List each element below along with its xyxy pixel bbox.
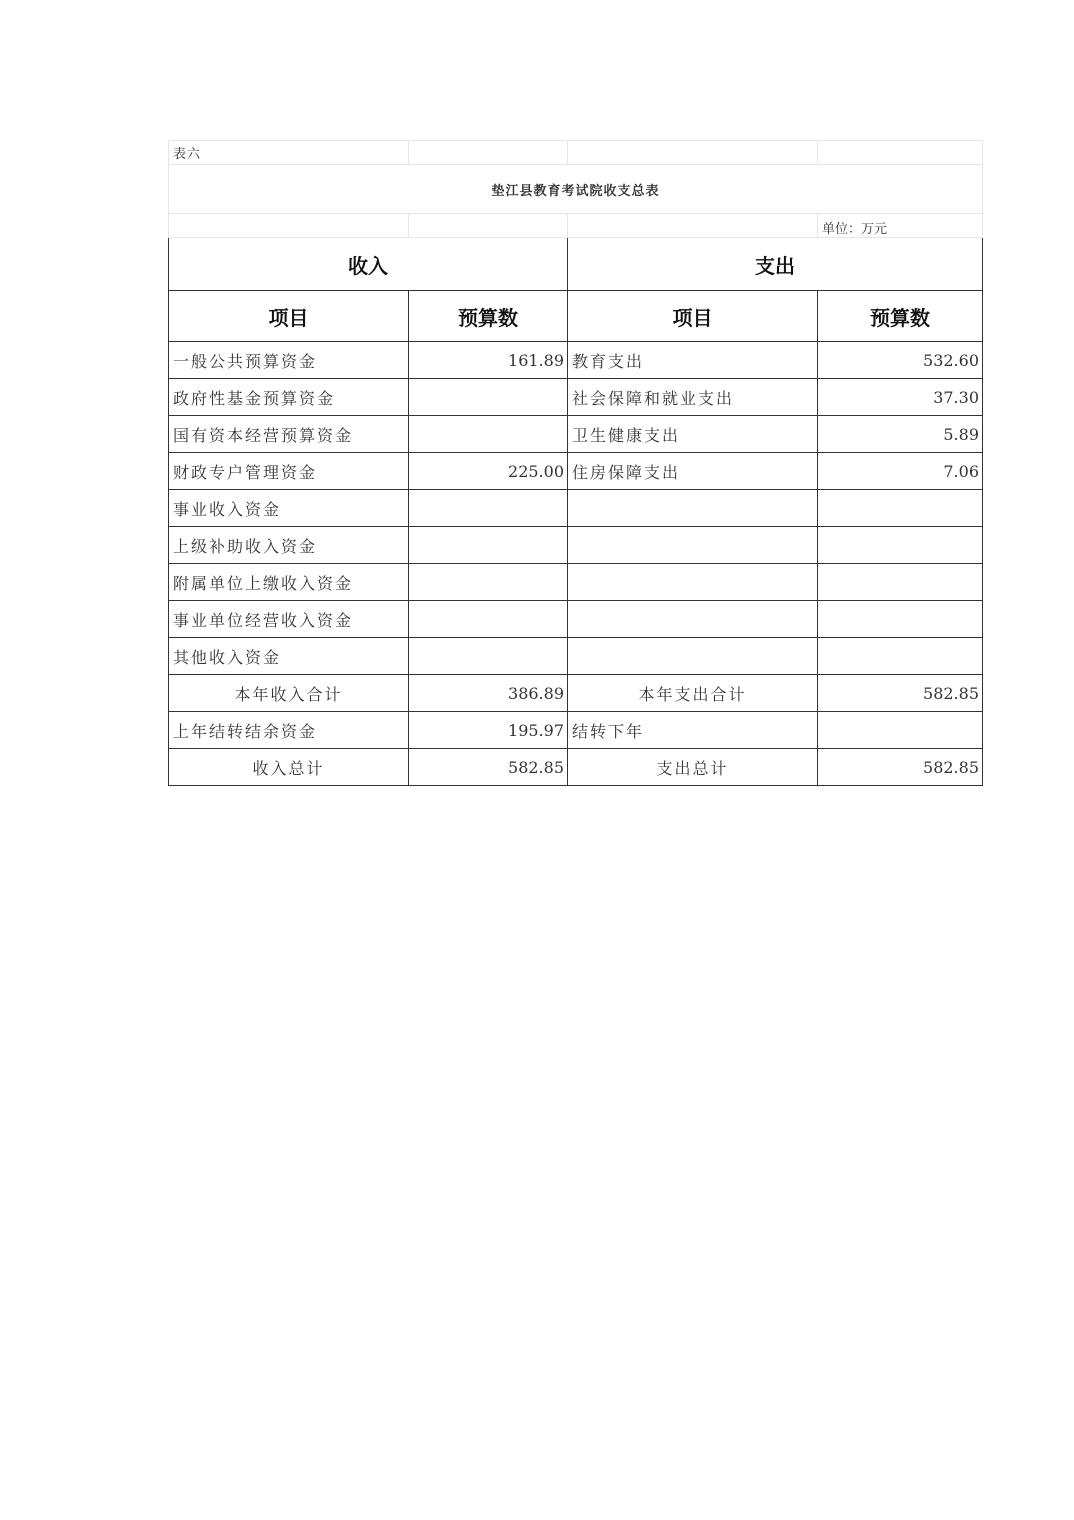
income-item: 事业收入资金 <box>169 490 409 527</box>
expense-value <box>818 601 983 638</box>
income-subtotal-value: 386.89 <box>409 675 568 712</box>
income-total-value: 582.85 <box>409 749 568 786</box>
expense-value <box>818 564 983 601</box>
expense-subtotal-label: 本年支出合计 <box>568 675 818 712</box>
income-total-label: 收入总计 <box>169 749 409 786</box>
total-row <box>169 749 983 786</box>
title-row <box>169 165 983 214</box>
income-item: 国有资本经营预算资金 <box>169 416 409 453</box>
unit-row <box>169 214 983 238</box>
expense-item <box>568 601 818 638</box>
expense-item-header: 项目 <box>568 291 818 342</box>
expense-item: 住房保障支出 <box>568 453 818 490</box>
table-row <box>169 638 983 675</box>
section-header-row <box>169 238 983 291</box>
expense-budget-header: 预算数 <box>818 291 983 342</box>
table-row <box>169 490 983 527</box>
income-item: 政府性基金预算资金 <box>169 379 409 416</box>
expense-value: 532.60 <box>818 342 983 379</box>
expense-value: 37.30 <box>818 379 983 416</box>
income-item: 其他收入资金 <box>169 638 409 675</box>
expense-value <box>818 490 983 527</box>
income-value <box>409 527 568 564</box>
income-value: 225.00 <box>409 453 568 490</box>
table-label: 表六 <box>169 141 409 165</box>
table-row <box>169 416 983 453</box>
expense-item: 社会保障和就业支出 <box>568 379 818 416</box>
column-header-row <box>169 291 983 342</box>
income-value <box>409 490 568 527</box>
carryover-row <box>169 712 983 749</box>
subtotal-row <box>169 675 983 712</box>
table-row <box>169 453 983 490</box>
table-row <box>169 601 983 638</box>
income-value <box>409 379 568 416</box>
income-value <box>409 564 568 601</box>
expense-item <box>568 564 818 601</box>
income-item: 事业单位经营收入资金 <box>169 601 409 638</box>
income-item: 财政专户管理资金 <box>169 453 409 490</box>
expense-value <box>818 638 983 675</box>
expense-item: 教育支出 <box>568 342 818 379</box>
table-label-row <box>169 141 983 165</box>
expense-value <box>818 527 983 564</box>
expense-carryover-label: 结转下年 <box>568 712 818 749</box>
unit-label: 单位：万元 <box>818 214 983 238</box>
income-item: 一般公共预算资金 <box>169 342 409 379</box>
income-value <box>409 601 568 638</box>
expense-item <box>568 490 818 527</box>
table-row <box>169 379 983 416</box>
table-row <box>169 342 983 379</box>
page-title: 垫江县教育考试院收支总表 <box>169 165 983 214</box>
expense-item <box>568 638 818 675</box>
income-section-header: 收入 <box>169 238 568 291</box>
expense-item: 卫生健康支出 <box>568 416 818 453</box>
expense-total-value: 582.85 <box>818 749 983 786</box>
expense-carryover-value <box>818 712 983 749</box>
table-row <box>169 527 983 564</box>
income-expense-table <box>168 140 983 786</box>
expense-item <box>568 527 818 564</box>
expense-value: 5.89 <box>818 416 983 453</box>
expense-subtotal-value: 582.85 <box>818 675 983 712</box>
income-value: 161.89 <box>409 342 568 379</box>
income-carryover-label: 上年结转结余资金 <box>169 712 409 749</box>
income-item-header: 项目 <box>169 291 409 342</box>
expense-value: 7.06 <box>818 453 983 490</box>
expense-total-label: 支出总计 <box>568 749 818 786</box>
income-budget-header: 预算数 <box>409 291 568 342</box>
income-subtotal-label: 本年收入合计 <box>169 675 409 712</box>
budget-sheet <box>168 140 982 786</box>
table-row <box>169 564 983 601</box>
income-item: 上级补助收入资金 <box>169 527 409 564</box>
income-value <box>409 416 568 453</box>
income-item: 附属单位上缴收入资金 <box>169 564 409 601</box>
expense-section-header: 支出 <box>568 238 983 291</box>
income-value <box>409 638 568 675</box>
income-carryover-value: 195.97 <box>409 712 568 749</box>
